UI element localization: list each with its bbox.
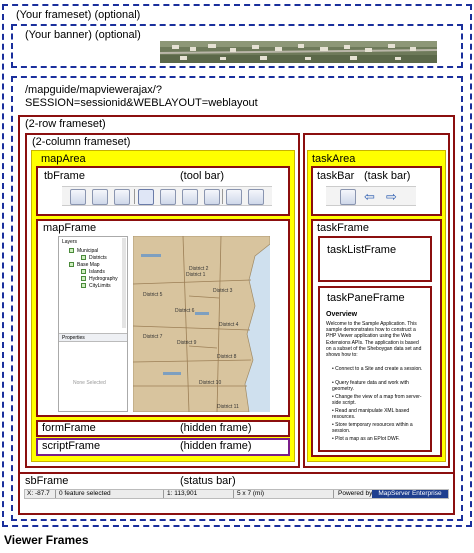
legend-scroll[interactable] <box>122 238 126 328</box>
checkbox-icon[interactable] <box>81 276 86 281</box>
toolbar-separator <box>134 189 135 204</box>
zoom-rect-icon[interactable] <box>182 189 198 205</box>
powered-by-label: Powered by <box>338 490 373 497</box>
status-bar-desc: (status bar) <box>180 475 236 487</box>
status-coords: X: -87.7 <box>27 490 50 497</box>
none-selected-label: None Selected <box>73 380 106 386</box>
url-line-2: SESSION=sessionid&WEBLAYOUT=weblayout <box>25 97 258 109</box>
properties-label: Properties <box>62 335 85 341</box>
district-label: District 10 <box>199 380 222 386</box>
frameset-label: (Your frameset) (optional) <box>16 9 141 21</box>
task-list-frame <box>318 236 432 282</box>
bullet-text: Query feature data and work with geometry. <box>332 380 409 393</box>
overview-bullet: • Plot a map as an EPlot DWF. <box>332 436 400 442</box>
forward-arrow-icon[interactable]: ⇨ <box>386 189 397 204</box>
legend-panel <box>58 236 128 412</box>
zoom-out-icon[interactable] <box>248 189 264 205</box>
sb-frame-label: sbFrame <box>25 475 69 487</box>
district-label: District 4 <box>219 322 239 328</box>
legend-item[interactable]: Districts <box>89 255 107 261</box>
task-menu-icon[interactable] <box>340 189 356 205</box>
script-frame-hidden: (hidden frame) <box>180 440 252 452</box>
column-frameset-label: (2-column frameset) <box>32 136 131 148</box>
overview-title: Overview <box>326 311 358 318</box>
form-frame-hidden: (hidden frame) <box>180 422 252 434</box>
task-list-frame-label: taskListFrame <box>327 244 397 256</box>
task-area-label: taskArea <box>312 153 356 165</box>
task-bar <box>326 186 416 206</box>
task-pane-frame-label: taskPaneFrame <box>327 292 405 304</box>
overview-bullet: • Change the view of a map from server-side script. <box>332 394 422 407</box>
checkbox-icon[interactable] <box>69 248 74 253</box>
legend-item[interactable]: Hydrography <box>89 276 118 282</box>
url-line-1: /mapguide/mapviewerajax/? <box>25 84 162 96</box>
task-bar-desc: (task bar) <box>364 170 411 182</box>
refresh-icon[interactable] <box>92 189 108 205</box>
legend-item[interactable]: CityLimits <box>89 283 111 289</box>
district-label: District 2 <box>189 266 209 272</box>
back-arrow-icon[interactable]: ⇦ <box>364 189 375 204</box>
status-size: 5 x 7 (mi) <box>237 490 265 497</box>
bullet-text: Store temporary resources within a session. <box>332 422 413 435</box>
status-divider <box>233 490 234 498</box>
overview-bullet: • Query feature data and work with geometry. <box>332 380 409 393</box>
toolbar-separator-2 <box>222 189 223 204</box>
district-label: District 5 <box>143 292 163 298</box>
district-label: District 9 <box>177 340 197 346</box>
task-pane-content <box>322 306 428 450</box>
status-divider <box>55 490 56 498</box>
caption: Viewer Frames <box>4 533 89 547</box>
checkbox-icon[interactable] <box>81 255 86 260</box>
legend-title: Layers <box>62 239 78 245</box>
district-label: District 8 <box>217 354 237 360</box>
tb-frame-label: tbFrame <box>44 170 85 182</box>
map-view[interactable] <box>133 236 270 412</box>
map-frame-label: mapFrame <box>43 222 97 234</box>
banner-image <box>160 41 437 63</box>
status-features: 0 feature selected <box>59 490 111 497</box>
zoom-in-icon[interactable] <box>226 189 242 205</box>
bullet-text: Change the view of a map from server-side script. <box>332 394 422 407</box>
legend-item[interactable]: Municipal <box>77 248 99 254</box>
row-frameset-label: (2-row frameset) <box>25 118 106 130</box>
district-label: District 6 <box>175 308 195 314</box>
district-label: District 1 <box>186 272 206 278</box>
select-icon[interactable] <box>138 189 154 205</box>
banner-label: (Your banner) (optional) <box>25 29 141 41</box>
script-frame-label: scriptFrame <box>42 440 101 452</box>
overview-bullet: • Read and manipulate XML based resources. <box>332 408 410 421</box>
print-icon[interactable] <box>70 189 86 205</box>
checkbox-icon[interactable] <box>81 269 86 274</box>
legend-item[interactable]: Islands <box>89 269 105 275</box>
copy-icon[interactable] <box>114 189 130 205</box>
task-bar-label: taskBar <box>317 170 355 182</box>
bullet-text: Read and manipulate XML based resources. <box>332 408 410 421</box>
overview-paragraph: Welcome to the Sample Application. This sample demonstrates how to construct a PHP Viewer application using the Web Extensions APIs. The application is based on a subset of the Sheboygan data set and shows how to: <box>326 321 422 359</box>
overview-bullet: • Store temporary resources within a session. <box>332 422 413 435</box>
district-label: District 11 <box>217 404 239 410</box>
status-divider <box>333 490 334 498</box>
zoom-extent-icon[interactable] <box>204 189 220 205</box>
status-divider <box>163 490 164 498</box>
toolbar <box>62 186 272 206</box>
status-bar <box>24 489 449 499</box>
bullet-text: Connect to a Site and create a session. <box>335 366 423 372</box>
status-scale: 1: 113,901 <box>167 490 198 497</box>
task-frame-label: taskFrame <box>317 222 369 234</box>
checkbox-icon[interactable] <box>69 262 74 267</box>
brand-logo: MapServer Enterprise <box>372 490 448 498</box>
tool-bar-label: (tool bar) <box>180 170 225 182</box>
bullet-text: Plot a map as an EPlot DWF. <box>335 436 400 442</box>
district-label: District 3 <box>213 288 233 294</box>
form-frame-label: formFrame <box>42 422 96 434</box>
map-area-label: mapArea <box>41 153 86 165</box>
legend-item[interactable]: Base Map <box>77 262 100 268</box>
overview-bullet: • Connect to a Site and create a session. <box>332 366 423 372</box>
select-radius-icon[interactable] <box>160 189 176 205</box>
district-label: District 7 <box>143 334 163 340</box>
checkbox-icon[interactable] <box>81 283 86 288</box>
